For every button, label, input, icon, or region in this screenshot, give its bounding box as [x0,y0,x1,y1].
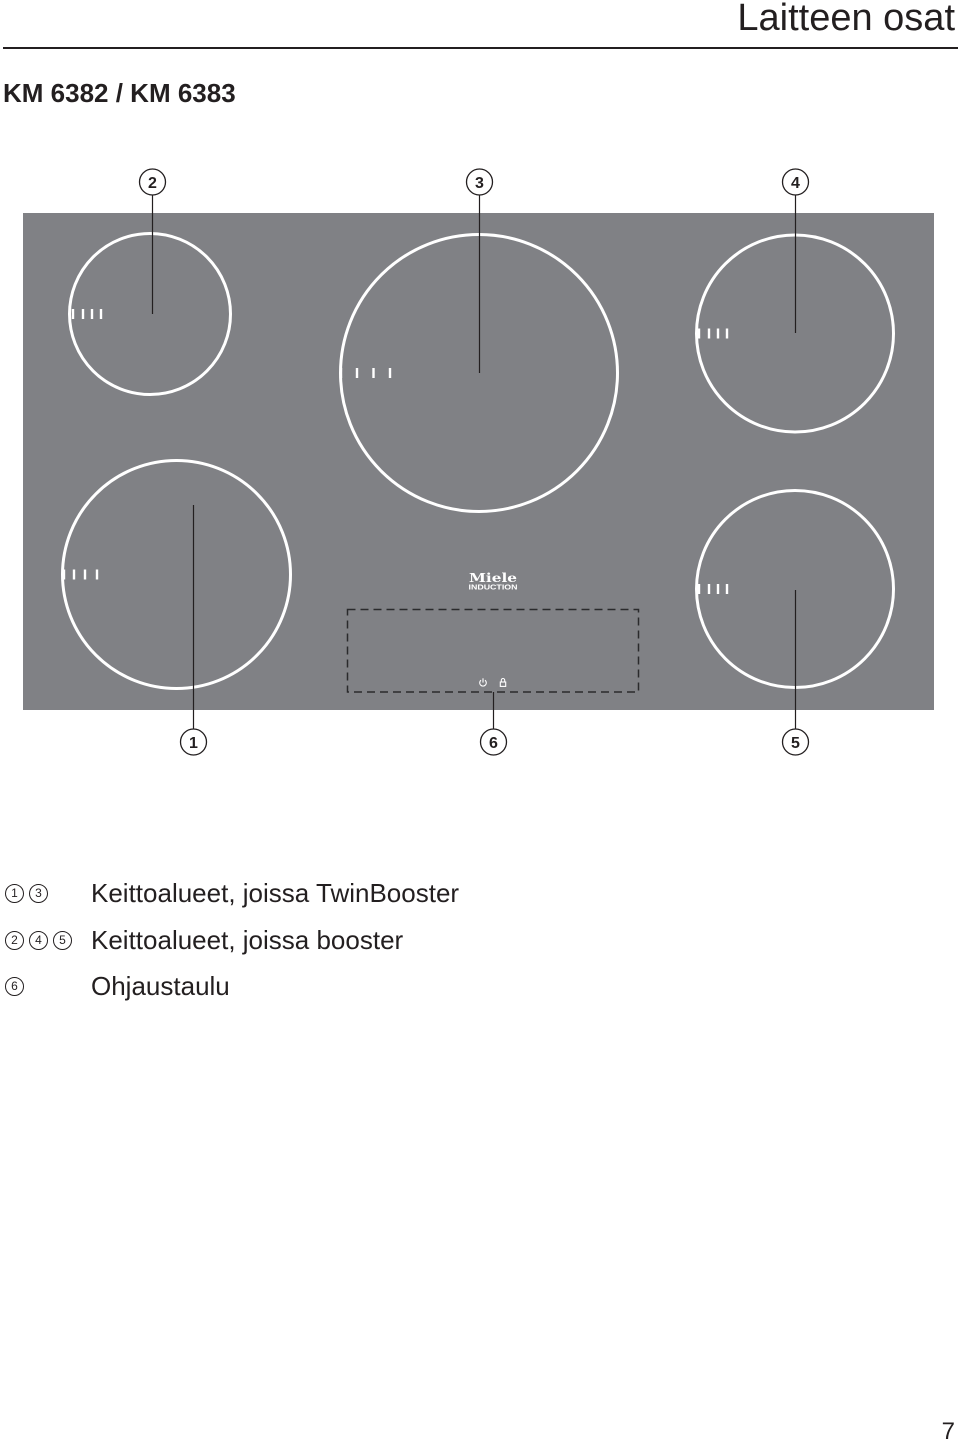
callout-number: 6 [489,735,498,752]
legend-text: Ohjaustaulu [91,971,230,1001]
legend-markers [5,931,77,950]
logo-subline: INDUCTION [468,584,518,592]
legend-item [0,927,620,953]
header-divider [3,47,958,49]
miele-induction-logo [469,571,518,592]
callout-number: 2 [148,175,157,192]
callout-1 [181,729,207,755]
legend-item [0,880,620,906]
callout-5 [783,729,809,755]
logo-brand: Miele [469,571,518,585]
section-title: Laitteen osat [737,0,955,39]
legend-marker: 4 [29,931,48,950]
callout-4 [783,169,809,195]
callout-3 [467,169,493,195]
legend-marker: 5 [53,931,72,950]
page-number: 7 [941,1418,955,1442]
legend-markers [5,977,29,996]
callout-6 [481,729,507,755]
legend-marker: 6 [5,977,24,996]
callout-2 [140,169,166,195]
callout-number: 3 [475,175,484,192]
legend-text: Keittoalueet, joissa booster [91,925,404,955]
legend-text: Keittoalueet, joissa TwinBooster [91,878,460,908]
legend-item [0,973,620,999]
model-heading: KM 6382 / KM 6383 [3,78,236,108]
legend-markers [5,884,53,903]
legend-marker: 1 [5,884,24,903]
callout-number: 5 [791,735,800,752]
callout-number: 4 [791,175,800,192]
cooktop-diagram [0,150,960,770]
legend-marker: 2 [5,931,24,950]
callout-number: 1 [189,735,198,752]
legend-marker: 3 [29,884,48,903]
